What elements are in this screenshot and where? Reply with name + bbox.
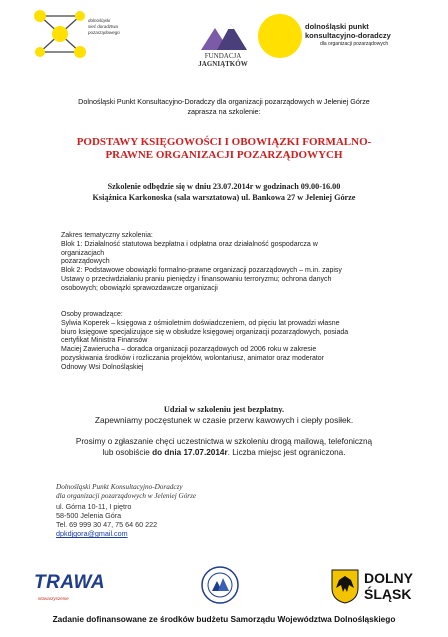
scope-heading: Zakres tematyczny szkolenia:: [61, 232, 153, 239]
trainers-section: [61, 311, 401, 373]
dolny-label: DOLNY: [364, 570, 413, 586]
trainers-heading: Osoby prowadzące:: [61, 311, 123, 318]
trawa-sub: stowarzyszenie: [38, 596, 69, 601]
trainer-line: biuro księgowe specjalizujące się w obsłudze księgowej organizacji pozarządowych, posiada: [61, 328, 349, 336]
scope-line: Blok 2: Podstawowe obowiązki formalno-prawne organizacji pozarządowych – m.in. zapisy: [61, 267, 342, 275]
trainer-line: Sylwia Koperek – księgowa z ośmioletnim doświadczeniem, od pięciu lat prowadzi własne: [61, 319, 340, 327]
seal-icon: [200, 565, 240, 605]
free-headline: Udział w szkoleniu jest bezpłatny.: [163, 405, 285, 414]
catering-line: Zapewniamy poczęstunek w czasie przerw kawowych i ciepły posiłek.: [94, 415, 354, 425]
contact-name1: Dolnośląski Punkt Konsultacyjno-Doradczy: [56, 483, 183, 491]
registration-notice: [0, 436, 448, 458]
slask-label: ŚLĄSK: [364, 586, 412, 602]
eagle-crest-icon: [330, 568, 360, 604]
title-line2: PRAWNE ORGANIZACJI POZARZĄDOWYCH: [105, 149, 343, 161]
title-line1: PODSTAWY KSIĘGOWOŚCI I OBOWIĄZKI FORMALNO-: [76, 136, 372, 148]
contact-name2: dla organizacji pozarządowych w Jeleniej Górze: [56, 492, 197, 501]
dolnoslaski-siec-logo: [30, 6, 140, 62]
trawa-logo: [28, 566, 108, 610]
intro-line2: zaprasza na szkolenie:: [187, 106, 261, 116]
intro: [0, 97, 448, 116]
scope-line: Ustawy o przeciwdziałaniu praniu pieniędzy i finansowaniu terroryzmu; ochrona danych: [61, 275, 332, 283]
contact-phone: Tel. 69 999 30 47, 75 64 60 222: [56, 520, 158, 530]
mountains-icon: [193, 20, 253, 52]
trainer-line: Odnowy Wsi Dolnośląskiej: [61, 363, 144, 371]
date-line: Szkolenie odbędzie się w dniu 23.07.2014r w godzinach 09.00-16.00: [107, 182, 341, 191]
fundacja-jagniatkow-logo: [193, 20, 253, 80]
registration-line2: [0, 447, 448, 458]
scope-line: pozarządowych: [61, 258, 110, 266]
registration-pre: lub osobiście: [102, 448, 153, 457]
registration-post: . Liczba miejsc jest ograniczona.: [227, 448, 346, 457]
jagniatkow-label: JAGNIĄTKÓW: [198, 60, 248, 68]
contact-city: 58-500 Jelenia Góra: [56, 510, 122, 520]
scope-line: osobowych; obowiązki sprawozdawcze organizacji: [61, 284, 218, 292]
funding-footer: Zadanie dofinansowane ze środków budżetu Samorządu Województwa Dolnośląskiego: [52, 614, 396, 624]
trainer-line: certyfikat Ministra Finansów: [61, 337, 148, 345]
scope-section: [61, 232, 401, 294]
punkt-logo-line2: konsultacyjno-doradczy: [305, 31, 391, 40]
siec-logo-text: dolnośląski sieć doradztwa pozarządowego: [88, 18, 120, 35]
yellow-circle-icon: [258, 14, 302, 58]
network-icon: [30, 6, 90, 62]
registration-deadline: do dnia 17.07.2014r: [152, 448, 228, 457]
fundacja-label: FUNDACJA: [204, 52, 242, 60]
contact-block: [56, 483, 196, 539]
contact-email-link[interactable]: dpkdjgora@gmail.com: [56, 529, 128, 539]
punkt-logo-line1: dolnośląski punkt: [305, 22, 369, 31]
date-location: [20, 181, 428, 203]
trainer-line: Maciej Zawierucha – doradca organizacji pozarządowych od 2006 roku w zakresie: [61, 346, 317, 354]
fundacja-seal-logo: [200, 565, 240, 605]
location-line: Książnica Karkonoska (sala warsztatowa) ul. Bankowa 27 w Jeleniej Górze: [92, 193, 356, 202]
registration-line1: Prosimy o zgłaszanie chęci uczestnictwa w szkoleniu drogą mailową, telefoniczną: [75, 437, 373, 446]
free-notice: [0, 404, 448, 426]
punkt-logo-sub: dla organizacji pozarządowych: [320, 41, 389, 47]
dolny-slask-logo: [330, 568, 440, 608]
contact-street: ul. Górna 10-11, I piętro: [56, 501, 132, 511]
intro-line1: Dolnośląski Punkt Konsultacyjno-Doradczy dla organizacji pozarządowych w Jeleniej Górze: [78, 97, 370, 106]
scope-line: Blok 1: Działalność statutowa bezpłatna i odpłatna oraz działalność gospodarcza w: [61, 240, 318, 248]
training-title: [20, 136, 428, 162]
trainer-line: pozyskiwania środków i rozliczania projektów, wolontariusz, animator oraz moderator: [61, 354, 325, 362]
trawa-word: TRAWA: [34, 572, 106, 593]
punkt-konsultacyjny-logo: [258, 8, 438, 64]
scope-line: organizacjach: [61, 249, 105, 257]
